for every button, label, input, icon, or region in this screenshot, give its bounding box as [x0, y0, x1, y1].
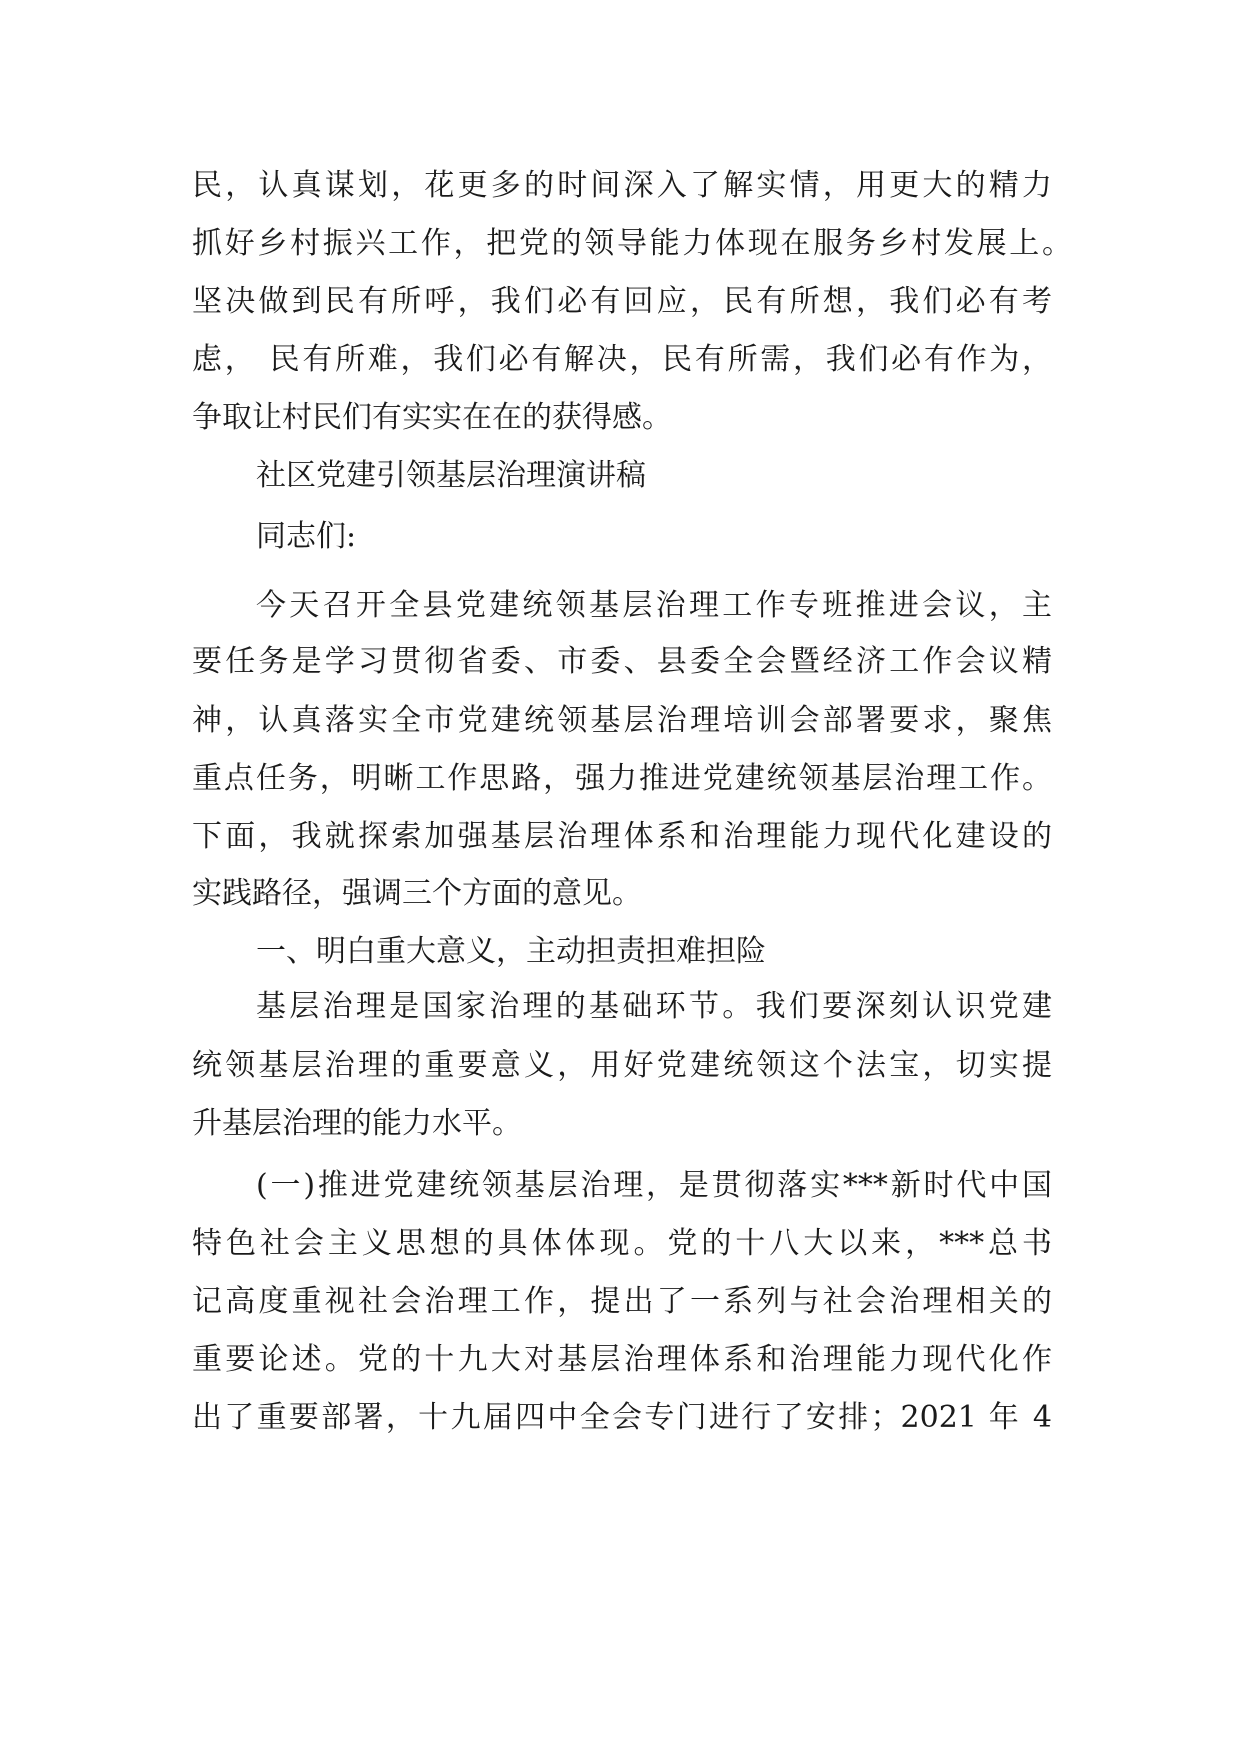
body-text-line: 抓好乡村振兴工作，把党的领导能力体现在服务乡村发展上。	[192, 226, 1072, 261]
section-heading: 一、明白重大意义，主动担责担难担险	[256, 934, 766, 969]
body-text-line: 特色社会主义思想的具体体现。党的十八大以来，***总书	[192, 1226, 1052, 1261]
body-text-line: 重要论述。党的十九大对基层治理体系和治理能力现代化作	[192, 1342, 1052, 1377]
body-text-line: 下面，我就探索加强基层治理体系和治理能力现代化建设的	[192, 819, 1052, 854]
body-text-line: 出了重要部署，十九届四中全会专门进行了安排；2021 年 4	[192, 1400, 1052, 1435]
body-text-line: 实践路径，强调三个方面的意见。	[192, 876, 642, 911]
body-text-line: 争取让村民们有实实在在的获得感。	[192, 400, 672, 435]
body-text-line: 基层治理是国家治理的基础环节。我们要深刻认识党建	[256, 989, 1052, 1024]
body-text-line: 升基层治理的能力水平。	[192, 1106, 522, 1141]
body-text-line: (一)推进党建统领基层治理，是贯彻落实***新时代中国	[256, 1168, 1052, 1203]
body-text-line: 虑， 民有所难，我们必有解决，民有所需，我们必有作为，	[192, 342, 1052, 377]
body-text-line: 记高度重视社会治理工作，提出了一系列与社会治理相关的	[192, 1284, 1052, 1319]
body-text-line: 今天召开全县党建统领基层治理工作专班推进会议，主	[256, 588, 1052, 623]
body-text-line: 统领基层治理的重要意义，用好党建统领这个法宝，切实提	[192, 1048, 1052, 1083]
body-text-line: 坚决做到民有所呼，我们必有回应，民有所想，我们必有考	[192, 284, 1052, 319]
body-text-line: 要任务是学习贯彻省委、市委、县委全会暨经济工作会议精	[192, 644, 1052, 679]
body-text-line: 重点任务，明晰工作思路，强力推进党建统领基层治理工作。	[192, 761, 1052, 796]
salutation: 同志们:	[256, 519, 357, 554]
body-text-line: 神，认真落实全市党建统领基层治理培训会部署要求，聚焦	[192, 703, 1052, 738]
document-title: 社区党建引领基层治理演讲稿	[256, 458, 646, 493]
body-text-line: 民，认真谋划，花更多的时间深入了解实情，用更大的精力	[192, 168, 1052, 203]
